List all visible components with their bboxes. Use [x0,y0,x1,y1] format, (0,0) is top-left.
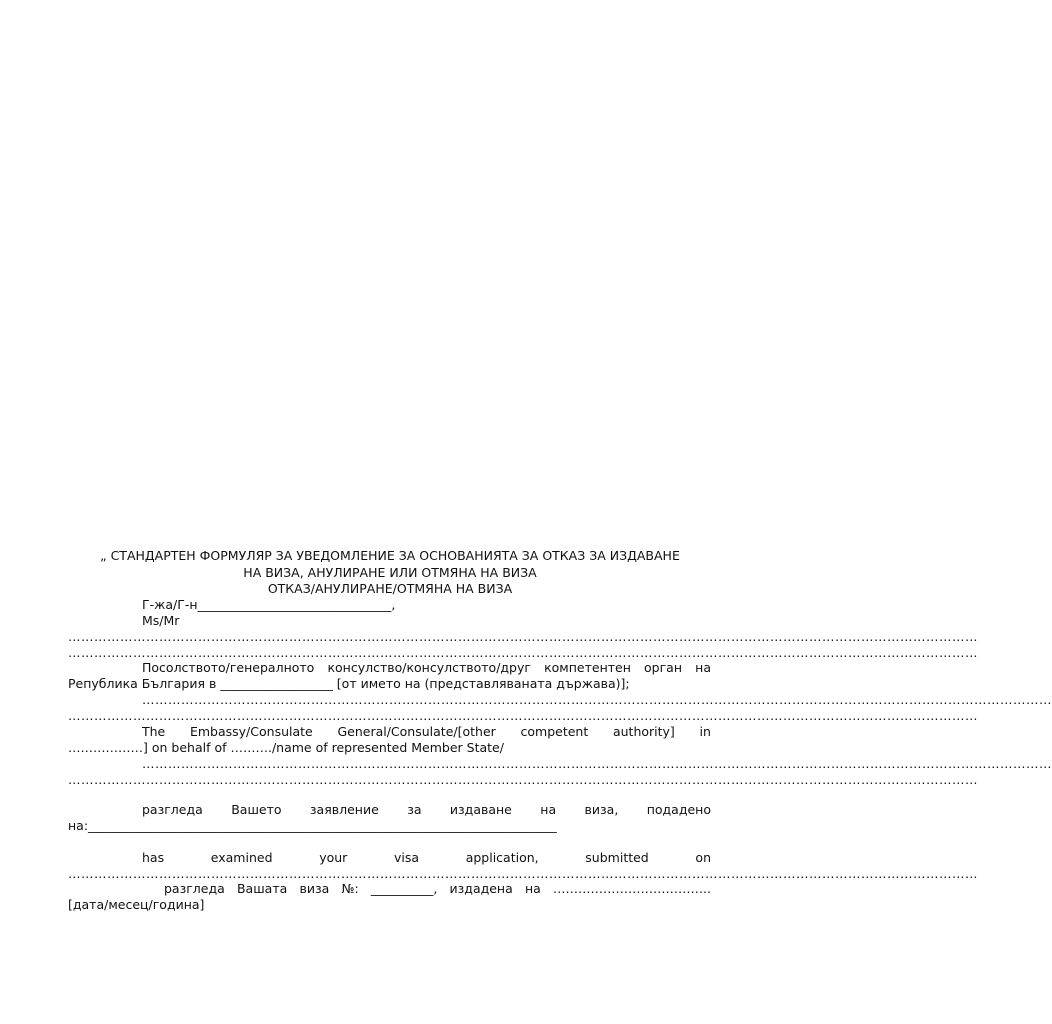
word: виза, [584,802,619,817]
application-bg-line-1 [142,802,711,817]
application-en-line-1 [142,850,711,865]
word: консулство/консулството/друг [327,660,531,675]
salutation-en: Ms/Mr [142,613,180,628]
embassy-en-line-1 [142,724,711,739]
word: разгледа [164,881,225,896]
visa-bg-line-1 [164,881,711,896]
word: разгледа [142,802,203,817]
name-dotted-line-2: ………………………………………………………………………………………………………………………………………………………………………………………… [68,645,978,660]
word: in [699,724,711,739]
visa-bg-line-2: [дата/месец/година] [68,897,205,912]
word: орган [644,660,683,675]
word: General/Consulate/[other [337,724,496,739]
word: __________, [370,881,438,896]
salutation-bg: Г-жа/Г-н_______________________________, [142,597,396,612]
word: authority] [612,724,675,739]
embassy-dotted-line-2: ………………………………………………………………………………………………………………………………………………………………………………………… [68,708,978,723]
word: on [695,850,711,865]
word: Вашата [236,881,288,896]
form-title-line-2: НА ВИЗА, АНУЛИРАНЕ ИЛИ ОТМЯНА НА ВИЗА [243,565,537,580]
embassy-dotted-line-1: ………………………………………………………………………………………………………………………………………………………………………………………… [142,692,1052,707]
word: submitted [585,850,649,865]
name-dotted-line-1: ………………………………………………………………………………………………………………………………………………………………………………………… [68,629,978,644]
word: application, [465,850,539,865]
word: The [142,724,166,739]
word: заявление [309,802,379,817]
word: visa [393,850,420,865]
word: компетентен [544,660,631,675]
word: на [524,881,541,896]
word: №: [341,881,359,896]
word: Посолството/генералното [142,660,315,675]
word: ……………………………….. [553,881,711,896]
embassy-en-line-2: ………………] on behalf of ………./name of represented Member State/ [68,740,504,755]
member-state-dotted-line-1: ………………………………………………………………………………………………………………………………………………………………………………………… [142,756,1052,771]
word: has [142,850,165,865]
member-state-dotted-line-2: ………………………………………………………………………………………………………………………………………………………………………………………… [68,772,978,787]
word: examined [210,850,273,865]
word: competent [520,724,589,739]
application-bg-line-2: на:___________________________________________________________________________ [68,818,557,833]
word: виза [299,881,330,896]
submitted-on-dotted-line: ………………………………………………………………………………………………………………………………………………………………………………………… [68,866,978,881]
embassy-bg-line-2: Република България в __________________ [от името на (представляваната държава)]; [68,676,630,691]
word: издадена [449,881,513,896]
word: издаване [449,802,512,817]
word: на [540,802,557,817]
word: Вашето [231,802,282,817]
word: за [407,802,422,817]
word: your [319,850,348,865]
embassy-bg-line-1 [142,660,711,675]
word: на [695,660,711,675]
form-title-line-3: ОТКАЗ/АНУЛИРАНЕ/ОТМЯНА НА ВИЗА [267,581,513,596]
form-title-line-1: „ СТАНДАРТЕН ФОРМУЛЯР ЗА УВЕДОМЛЕНИЕ ЗА ОСНОВАНИЯТА ЗА ОТКАЗ ЗА ИЗДАВАНЕ [100,548,680,563]
word: подадено [646,802,711,817]
word: Embassy/Consulate [189,724,313,739]
